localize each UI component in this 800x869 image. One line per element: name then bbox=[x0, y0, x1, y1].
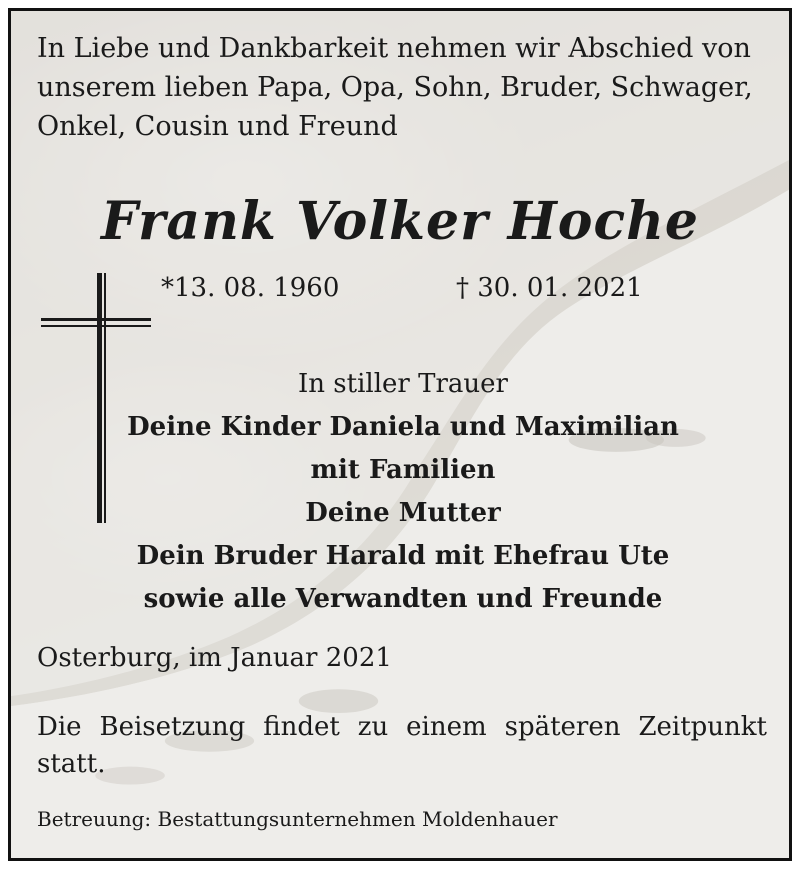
mourner-line: Deine Kinder Daniela und Maximilian bbox=[127, 412, 679, 442]
mourner-line: Dein Bruder Harald mit Ehefrau Ute bbox=[136, 541, 670, 571]
intro-line: unserem lieben Papa, Opa, Sohn, Bruder, Schwager, bbox=[37, 72, 753, 103]
mourners-block bbox=[11, 363, 792, 621]
funeral-home: Betreuung: Bestattungsunternehmen Moldenhauer bbox=[37, 807, 558, 831]
intro-line: In Liebe und Dankbarkeit nehmen wir Abschied von bbox=[37, 33, 751, 64]
mourner-line: sowie alle Verwandten und Freunde bbox=[143, 584, 663, 614]
death-date: † 30. 01. 2021 bbox=[456, 273, 643, 303]
mourner-line: Deine Mutter bbox=[305, 498, 501, 528]
mourning-intro: In stiller Trauer bbox=[298, 369, 508, 399]
burial-info: Die Beisetzung findet zu einem späteren Zeitpunkt statt. bbox=[37, 712, 767, 779]
place-date: Osterburg, im Januar 2021 bbox=[37, 643, 392, 673]
mourner-line: mit Familien bbox=[310, 455, 496, 485]
birth-date: *13. 08. 1960 bbox=[161, 273, 340, 303]
obituary-notice bbox=[8, 8, 792, 861]
intro-line: Onkel, Cousin und Freund bbox=[37, 111, 398, 142]
intro-text bbox=[37, 29, 777, 146]
deceased-name: Frank Volker Hoche bbox=[100, 191, 700, 252]
